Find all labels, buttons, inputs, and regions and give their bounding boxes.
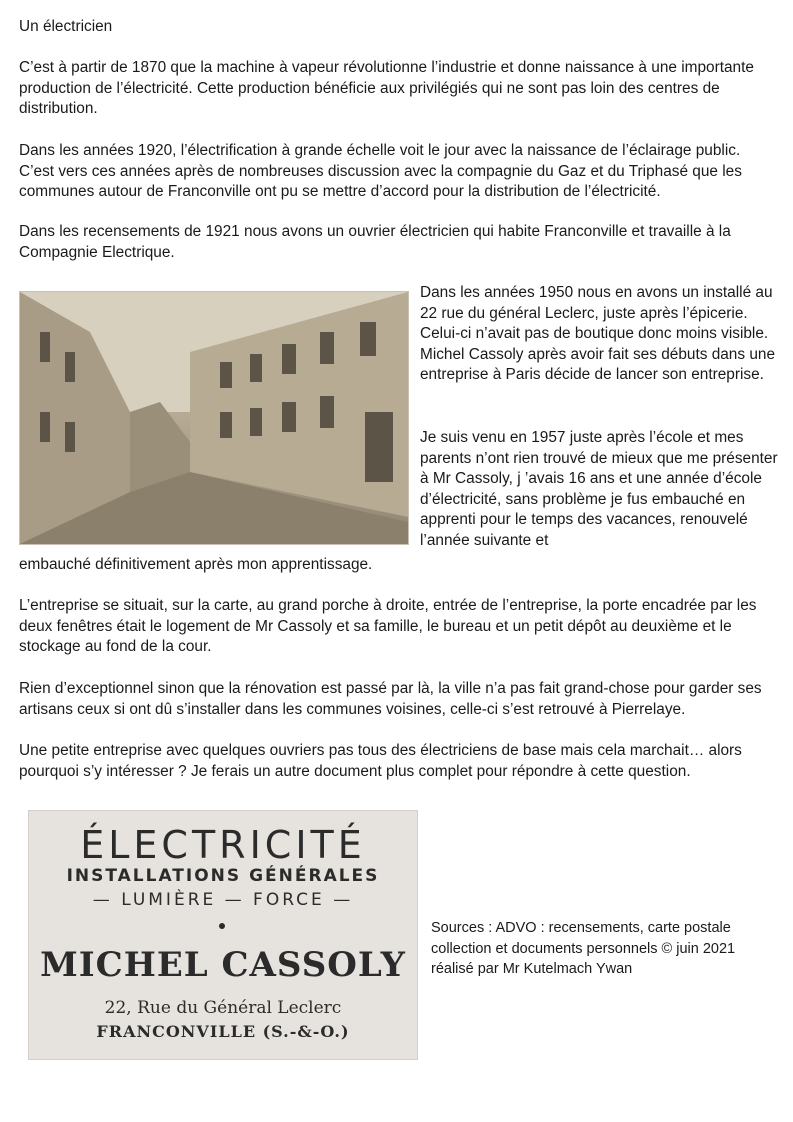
card-address: 22, Rue du Général Leclerc	[104, 998, 342, 1018]
card-lumiere-force: — LUMIÈRE — FORCE —	[92, 890, 354, 910]
paragraph-renovation: Rien d’exceptionnel sinon que la rénovation est passé par là, la ville n’a pas fait grand-chose pour garder ses artisans ceux si ont dû s’installer dans les communes voisines, celle-ci s’est retrouvé à Pierrelaye.	[19, 680, 762, 718]
card-electricite: ÉLECTRICITÉ	[80, 823, 366, 867]
card-bullet	[219, 923, 225, 929]
paragraph-1957: Je suis venu en 1957 juste après l’école et mes parents n’ont rien trouvé de mieux que me présenter à Mr Cassoly, j ’avais 16 ans et une année d’école d’électricité, sans problème je fus embauché en apprenti pour le temps des vacances, renouvelé l’année suivante et	[420, 429, 778, 549]
street-scene-illustration	[20, 292, 408, 544]
paragraph-electrification-1920: Dans les années 1920, l’électrification à grande échelle voit le jour avec la naissance de l’éclairage public. C’est vers ces années après de nombreuses discussion avec la compagnie du Gaz et du Triphasé que les communes autour de Franconville ont pu se mettre d’accord pour la distribution de l’électricité.	[19, 142, 742, 200]
paragraph-1950s: Dans les années 1950 nous en avons un installé au 22 rue du général Leclerc, juste après l’épicerie. Celui-ci n’avait pas de boutique donc moins visible. Michel Cassoly après avoir fait ses débuts dans une entreprise à Paris décide de lancer son entreprise.	[420, 284, 776, 383]
card-installations: INSTALLATIONS GÉNÉRALES	[66, 866, 380, 886]
page-title: Un électricien	[19, 18, 113, 35]
paragraph-census-1921: Dans les recensements de 1921 nous avons un ouvrier électricien qui habite Franconville et travaille à la Compagnie Electrique.	[19, 223, 731, 261]
paragraph-company-location: L’entreprise se situait, sur la carte, au grand porche à droite, entrée de l’entreprise, la porte encadrée par les deux fenêtres était le logement de Mr Cassoly et sa famille, le bureau et un petit dépôt au deuxième et le stockage au fond de la cour.	[19, 597, 757, 655]
paragraph-1957-continued: embauché définitivement après mon apprentissage.	[19, 556, 373, 573]
business-card-image	[28, 810, 418, 1060]
sources-note: Sources : ADVO : recensements, carte postale collection et documents personnels © juin 2021 réalisé par Mr Kutelmach Ywan	[431, 920, 736, 977]
paragraph-small-company: Une petite entreprise avec quelques ouvriers pas tous des électriciens de base mais cela marchait… alors pourquoi s’y intéresser ? Je ferais un autre document plus complet pour répondre à cette question.	[19, 742, 742, 780]
card-name: MICHEL CASSOLY	[40, 945, 406, 985]
street-postcard-photo	[19, 291, 409, 545]
paragraph-history-1870: C’est à partir de 1870 que la machine à vapeur révolutionne l’industrie et donne naissance à une importante production de l’électricité. Cette production bénéficie aux privilégiés qui ne sont pas loin des centres de distribution.	[19, 59, 754, 117]
card-town: FRANCONVILLE (S.-&-O.)	[96, 1022, 350, 1041]
